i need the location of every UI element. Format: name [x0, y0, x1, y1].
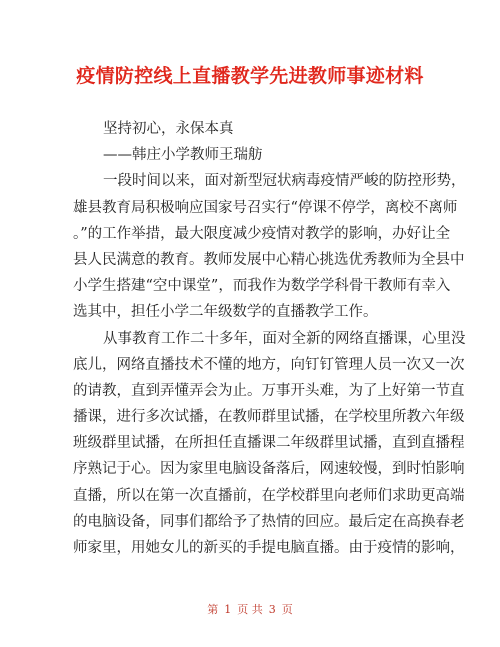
footer-page-number: 1 [224, 603, 232, 616]
document-body [73, 116, 466, 561]
paragraph-line: 县人民满意的教育。教师发展中心精心挑选优秀教师为全县中 [73, 251, 465, 268]
subtitle: 坚持初心，永保本真 [103, 121, 234, 137]
paragraph-line: 的电脑设备，同事们都给予了热情的回应。最后定在高换春老 [73, 513, 465, 530]
paragraph-line: 一段时间以来，面对新型冠状病毒疫情严峻的防控形势， [103, 173, 466, 190]
paragraph-line: 选其中，担任小学二年级数学的直播教学工作。 [73, 304, 378, 321]
paragraph-line: 的请教，直到弄懂弄会为止。万事开头难，为了上好第一节直 [73, 382, 465, 399]
author-line: ——韩庄小学教师王瑞舫 [103, 147, 263, 164]
footer-middle: 页 共 [237, 603, 263, 616]
paragraph-line: 播课，进行多次试播，在教师群里试播，在学校里所教六年级 [73, 409, 465, 426]
footer-total-pages: 3 [268, 603, 276, 616]
paragraph-line: 底儿，网络直播技术不懂的地方，向钉钉管理人员一次又一次 [73, 356, 465, 373]
paragraph-line: 序熟记于心。因为家里电脑设备落后，网速较慢，到时怕影响 [73, 461, 465, 478]
paragraph-line: 小学生搭建“空中课堂”，而我作为数学学科骨干教师有幸入 [73, 278, 451, 295]
paragraph-line: 从事教育工作二十多年，面对全新的网络直播课，心里没 [103, 330, 466, 347]
footer-prefix: 第 [207, 603, 219, 616]
paragraph-line: 师家里，用她女儿的新买的手提电脑直播。由于疫情的影响， [73, 540, 465, 556]
document-title: 疫情防控线上直播教学先进教师事迹材料 [76, 65, 424, 87]
paragraph-line: 雄县教育局积极响应国家号召实行“停课不停学，离校不离师 [73, 199, 458, 216]
paragraph-line: 班级群里试播，在所担任直播课二年级群里试播，直到直播程 [73, 435, 465, 452]
page-footer [0, 602, 500, 618]
paragraph-line: 直播，所以在第一次直播前，在学校群里向老师们求助更高端 [73, 487, 465, 504]
paragraph-line: 。”的工作举措，最大限度减少疫情对教学的影响，办好让全 [73, 225, 451, 242]
footer-suffix: 页 [281, 603, 293, 616]
